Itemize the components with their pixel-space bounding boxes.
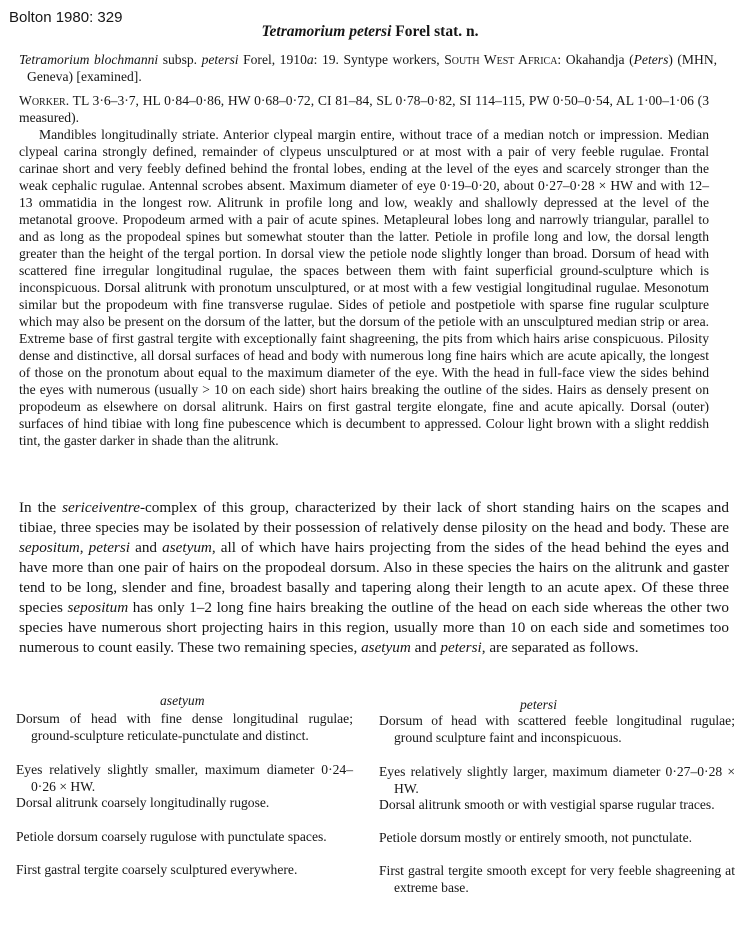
discussion-paragraph: In the sericeiventre-complex of this group, characterized by their lack of short standing hairs on the scapes and tibiae, three species may be isolated by their possession of relatively dense pilosity on the head and body. These are sepositum, petersi and asetyum, all of which have hairs projecting from the sides of the head behind the eyes and have more than one pair of hairs on the propodeal dorsum. Also in these species the hairs on the alitrunk and gaster tend to be long, slender and fine, broadest basally and tapering along their length to an acute apex. Of these three species sepositum has only 1–2 long fine hairs breaking the outline of the head on each side whereas the other two species have numerous short projecting hairs in this region, usually more than 10 on each side and sometimes too numerous to count easily. These two remaining species, asetyum and petersi, are separated as follows. — [19, 499, 730, 656]
worker-measurements: Worker. TL 3·6–3·7, HL 0·84–0·86, HW 0·68–0·72, CI 81–84, SL 0·78–0·82, SI 114–115, PW 0·50–0·54, AL 1·00–1·06 (3 measured). — [19, 93, 709, 125]
left-column-heading: asetyum — [160, 693, 205, 708]
synonymy-entry: Tetramorium blochmanni subsp. petersi Forel, 1910a: 19. Syntype workers, South West Africa: Okahandja (Peters) (MHN, Geneva) [examined]. — [19, 52, 718, 84]
left-entry-5: First gastral tergite coarsely sculptured everywhere. — [16, 862, 298, 877]
species-name: Tetramorium petersi — [261, 23, 392, 40]
left-entry-4: Petiole dorsum coarsely rugulose with punctulate spaces. — [16, 829, 327, 844]
figure-citation: Bolton 1980: 329 — [9, 9, 123, 26]
synonym-subspecies: petersi — [201, 52, 239, 67]
right-column-heading: petersi — [520, 697, 557, 712]
worker-description-text: Mandibles longitudinally striate. Anterior clypeal margin entire, without trace of a median notch or impression. Median clypeal carina strongly defined, remainder of clypeus unsculptured or at most with a pair of very feeble rugulae. Frontal carinae short and very feebly defined behind the frontal lobes, ending at the level of the eyes and scarcely stronger than the weak cephalic rugulae. Antennal scrobes absent. Maximum diameter of eye 0·19–0·20, about 0·27–0·28 × HW and with 12–13 ommatidia in the longest row. Alitrunk in profile long and low, weakly and shallowly depressed at the level of the metanotal groove. Propodeum armed with a pair of acute spines. Metapleural lobes long and narrowly triangular, parallel to and as long as the propodeal spines but somewhat stouter than the latter. Petiole in profile long and low, the dorsal length greater than the height of the tergal portion. In dorsal view the petiole node slightly longer than broad. Dorsum of head with scattered fine irregular longitudinal rugulae, the spaces between them with faint superficial ground-sculpture which is inconspicuous. Dorsal alitrunk with pronotum unsculptured, or at most with a few vestigial longitudinal rugulae. Mesonotum similar but the propodeum with fine transverse rugulae. Sides of petiole and postpetiole with sparse fine rugular sculpture which may also be present on the dorsum of the latter, but the dorsum of the petiole with an unsculptured median strip or area. Extreme base of first gastral tergite with exceptionally faint shagreening, the pits from which hairs arise conspicuous. Pilosity dense and distinctive, all dorsal surfaces of head and body with numerous long fine hairs which are acute apically, the longest of those on the pronotum about equal to the maximum diameter of the eye. With the head in full-face view the sides behind the eyes with numerous (usually > 10 on each side) short hairs breaking the outline of the sides. Hairs as densely present on propodeum as elsewhere on dorsal alitrunk. Hairs on first gastral tergite elongate, fine and acute apically. Dorsal (outer) surfaces of hind tibiae with long fine pubescence which is decumbent to appressed. Colour light brown with a slight reddish tint, the gaster darker in shade than the alitrunk. — [19, 127, 709, 448]
right-entry-3: Dorsal alitrunk smooth or with vestigial sparse rugular traces. — [379, 797, 715, 812]
right-entry-5: First gastral tergite smooth except for very feeble shagreening at extreme base. — [379, 863, 735, 895]
right-entry-2: Eyes relatively slightly larger, maximum diameter 0·27–0·28 × HW. — [379, 764, 735, 796]
worker-label: Worker. — [19, 93, 70, 108]
worker-description — [19, 92, 709, 449]
left-entry-1: Dorsum of head with fine dense longitudinal rugulae; ground-sculpture reticulate-punctulate and distinct. — [16, 711, 353, 743]
species-author: Forel stat. n. — [395, 23, 479, 40]
type-locality: South West Africa — [444, 52, 558, 67]
collector-name: Peters — [633, 52, 669, 67]
left-entry-2: Eyes relatively slightly smaller, maximum diameter 0·24–0·26 × HW. — [16, 762, 353, 794]
left-entry-3: Dorsal alitrunk coarsely longitudinally rugose. — [16, 795, 270, 810]
synonym-name: Tetramorium blochmanni — [19, 52, 159, 67]
right-entry-4: Petiole dorsum mostly or entirely smooth, not punctulate. — [379, 830, 692, 845]
right-entry-1: Dorsum of head with scattered feeble longitudinal rugulae; ground sculpture faint and inconspicuous. — [379, 713, 735, 745]
species-title — [0, 23, 740, 41]
